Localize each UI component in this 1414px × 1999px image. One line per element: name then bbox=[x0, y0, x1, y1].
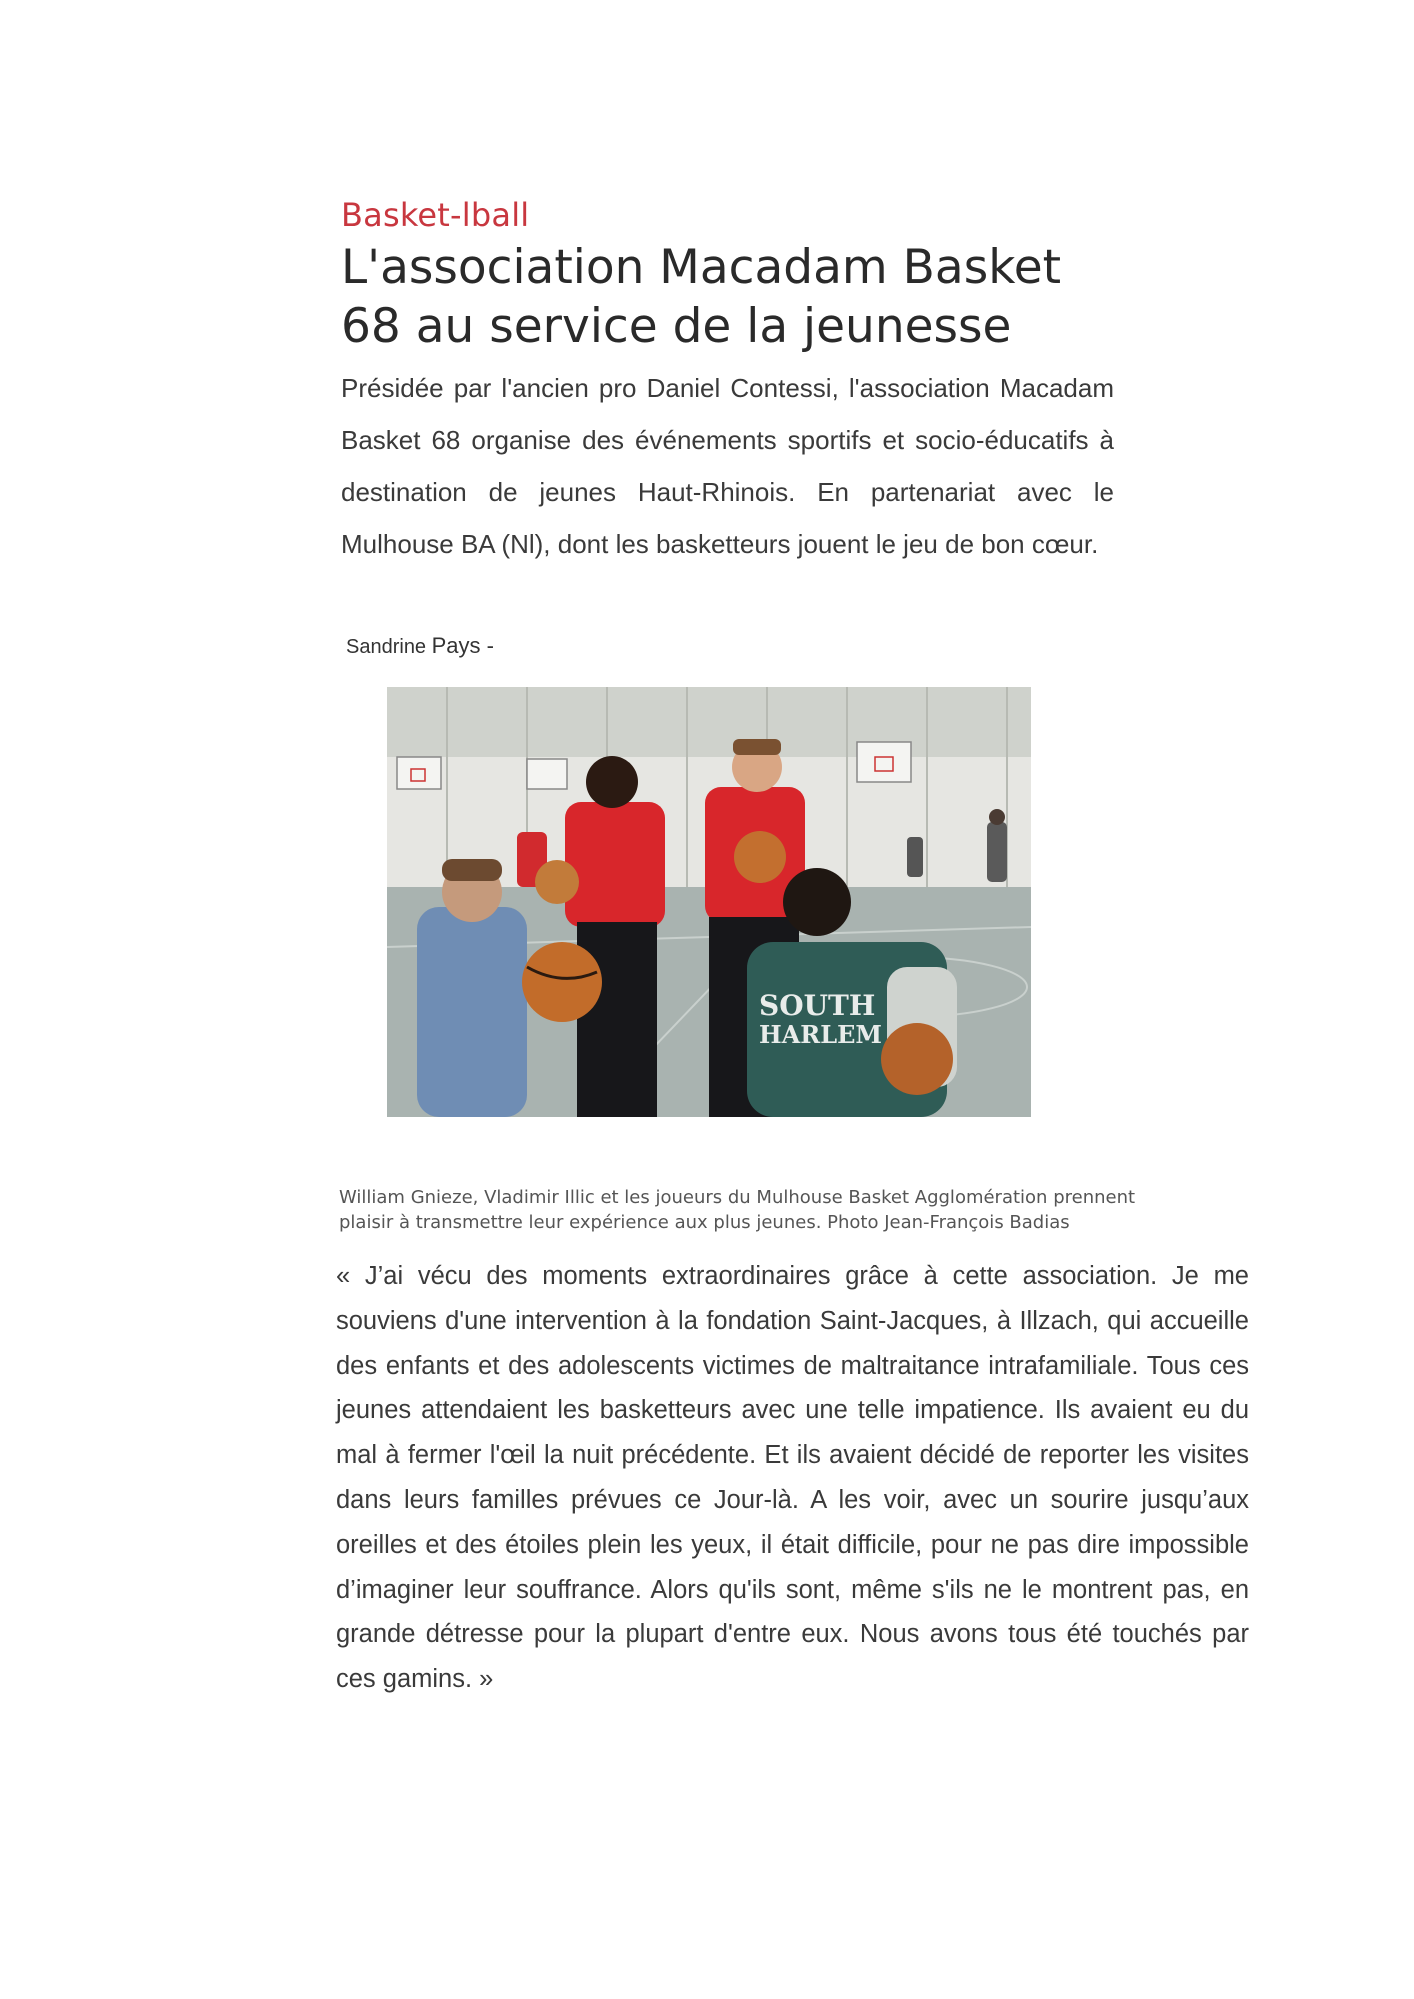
jacket-text-harlem: HARLEM bbox=[759, 1020, 882, 1049]
article-photo bbox=[387, 687, 1031, 1117]
gym-scene-illustration bbox=[387, 687, 1031, 1117]
article-headline: L'association Macadam Basket 68 au service de la jeunesse bbox=[341, 240, 1062, 354]
author-last-name: Pays - bbox=[431, 633, 494, 658]
jacket-text-south: SOUTH bbox=[759, 989, 876, 1022]
article-lead: Présidée par l'ancien pro Daniel Contessi, l'association Macadam Basket 68 organise des événements sportifs et socio-éducatifs à destination de jeunes Haut-Rhinois. En partenariat avec le Mulhouse BA (Nl), dont les basketteurs jouent le jeu de bon cœur. bbox=[341, 373, 1114, 559]
byline bbox=[346, 633, 494, 659]
author-first-name: Sandrine bbox=[346, 636, 427, 658]
article-body: « J’ai vécu des moments extraordinaires grâce à cette association. Je me souviens d'une intervention à la fondation Saint-Jacques, à Illzach, qui accueille des enfants et des adolescents victimes de maltraitance intrafamiliale. Tous ces jeunes attendaient les basketteurs avec une telle impatience. Ils avaient eu du mal à fermer l'œil la nuit précédente. Et ils avaient décidé de reporter les visites dans leurs familles prévues ce Jour-là. A les voir, avec un sourire jusqu’aux oreilles et des étoiles plein les yeux, il était difficile, pour ne pas dire impossible d’imaginer leur souffrance. Alors qu'ils sont, même s'ils ne le montrent pas, en grande détresse pour la plupart d'entre eux. Nous avons tous été touchés par ces gamins. » bbox=[336, 1262, 1249, 1694]
photo-caption: William Gnieze, Vladimir Illic et les joueurs du Mulhouse Basket Agglomération prennent plaisir à transmettre leur expérience aux plus jeunes. Photo Jean-François Badias bbox=[339, 1187, 1136, 1233]
section-label: Basket-lball bbox=[341, 196, 530, 234]
